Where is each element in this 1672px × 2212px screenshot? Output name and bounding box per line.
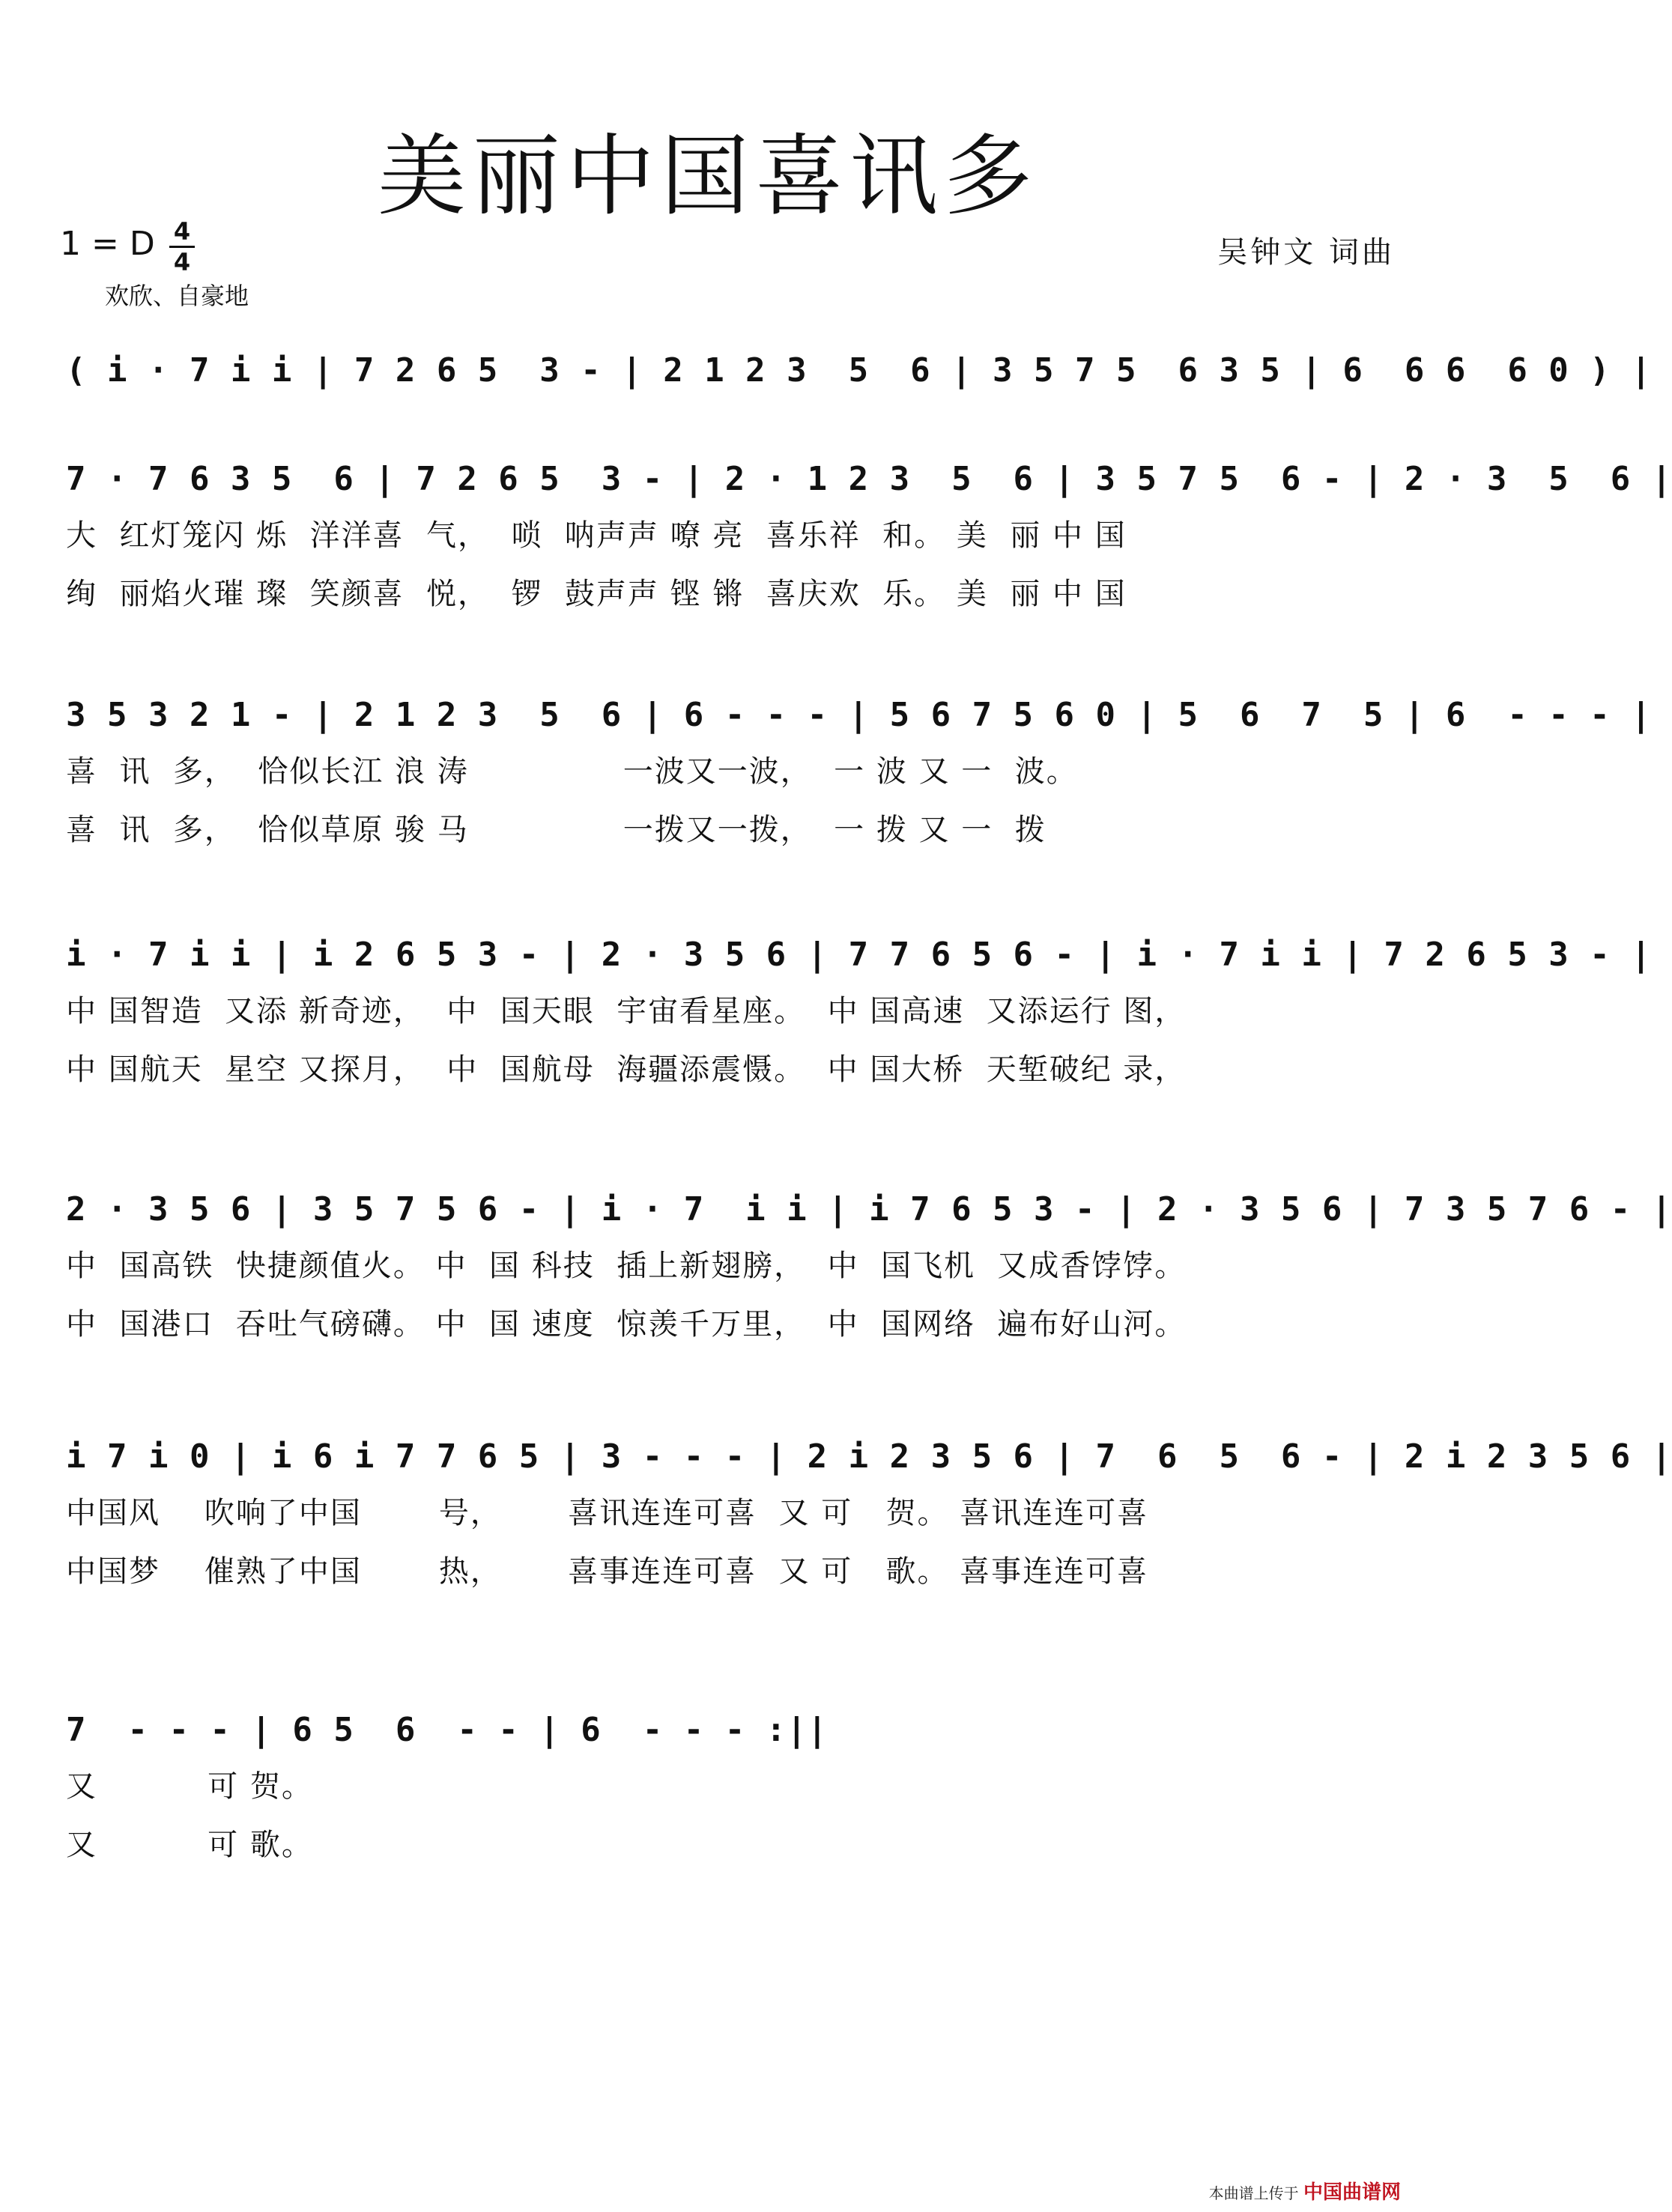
lyrics-verse-2: 中 国港口 吞吐气磅礴。 中 国 速度 惊羡千万里， 中 国网络 遍布好山河。 <box>66 1307 1187 1342</box>
lyrics-verse-1: 大 红灯笼闪 烁 洋洋喜 气， 唢 呐声声 嘹 亮 喜乐祥 和。 美 丽 中 国 <box>66 518 1127 553</box>
time-numerator: 4 <box>173 217 191 246</box>
music-system-2 <box>0 453 1672 625</box>
footer-credit <box>1209 2177 1401 2205</box>
lyrics-verse-1: 喜 讯 多， 恰似长江 浪 涛 一波又一波， 一 波 又 一 波。 <box>66 754 1078 789</box>
lyrics-verse-2: 中 国航天 星空 又探月， 中 国航母 海疆添震慑。 中 国大桥 天堑破纪 录， <box>66 1052 1187 1087</box>
tempo-marking: 欢欣、自豪地 <box>105 282 249 310</box>
lyrics-verse-2: 又 可 歌。 <box>66 1828 313 1862</box>
site-logo-text[interactable]: 中国曲谱网 <box>1303 2181 1401 2204</box>
music-system-5 <box>0 1184 1672 1356</box>
footer-prefix: 本曲谱上传于 <box>1208 2184 1299 2202</box>
author-credit: 吴钟文 词曲 <box>1217 235 1395 270</box>
page-title: 美丽中国喜讯多 <box>377 124 1038 228</box>
lyrics-verse-1: 中 国高铁 快捷颜值火。 中 国 科技 插上新翅膀， 中 国飞机 又成香饽饽。 <box>66 1249 1187 1283</box>
notation-line: i 7 i 0 | i 6 i 7 7 6 5 | 3 - - - | 2 i 2 3 5 6 | 7 6 5 6 - | 2 i 2 3 5 6 | <box>66 1437 1672 1476</box>
music-system-4 <box>0 929 1652 1101</box>
lyrics-verse-1: 中 国智造 又添 新奇迹， 中 国天眼 宇宙看星座。 中 国高速 又添运行 图， <box>66 994 1187 1028</box>
time-denominator: 4 <box>173 248 191 276</box>
music-system-7 <box>0 1704 1416 1876</box>
lyrics-verse-1: 中国风 吹响了中国 号， 喜讯连连可喜 又 可 贺。 喜讯连连可喜 <box>66 1496 1149 1530</box>
music-system-1 <box>0 345 1652 404</box>
music-system-6 <box>0 1431 1672 1603</box>
lyrics-verse-1: 又 可 贺。 <box>66 1769 313 1804</box>
time-signature <box>169 219 195 275</box>
key-signature: 1 = D <box>60 225 155 263</box>
lyrics-verse-2: 喜 讯 多， 恰似草原 骏 马 一拨又一拨， 一 拨 又 一 拨 <box>66 813 1046 847</box>
notation-line: ( i · 7 i i | 7 2 6 5 3 - | 2 1 2 3 5 6 | 3 5 7 5 6 3 5 | 6 6 6 6 0 ) | <box>66 351 1652 390</box>
music-system-3 <box>0 689 1652 861</box>
notation-line: 7 · 7 6 3 5 6 | 7 2 6 5 3 - | 2 · 1 2 3 5 6 | 3 5 7 5 6 - | 2 · 3 5 6 | <box>66 460 1672 498</box>
notation-line: i · 7 i i | i 2 6 5 3 - | 2 · 3 5 6 | 7 7 6 5 6 - | i · 7 i i | 7 2 6 5 3 - | <box>66 936 1652 974</box>
notation-line: 7 - - - | 6 5 6 - - | 6 - - - :|| <box>66 1711 829 1749</box>
notation-line: 2 · 3 5 6 | 3 5 7 5 6 - | i · 7 i i | i 7 6 5 3 - | 2 · 3 5 6 | 7 3 5 7 6 - | <box>66 1190 1672 1228</box>
lyrics-verse-2: 绚 丽焰火璀 璨 笑颜喜 悦， 锣 鼓声声 铿 锵 喜庆欢 乐。 美 丽 中 国 <box>66 577 1127 611</box>
notation-line: 3 5 3 2 1 - | 2 1 2 3 5 6 | 6 - - - | 5 6 7 5 6 0 | 5 6 7 5 | 6 - - - | <box>66 696 1652 734</box>
lyrics-verse-2: 中国梦 催熟了中国 热， 喜事连连可喜 又 可 歌。 喜事连连可喜 <box>66 1554 1149 1589</box>
